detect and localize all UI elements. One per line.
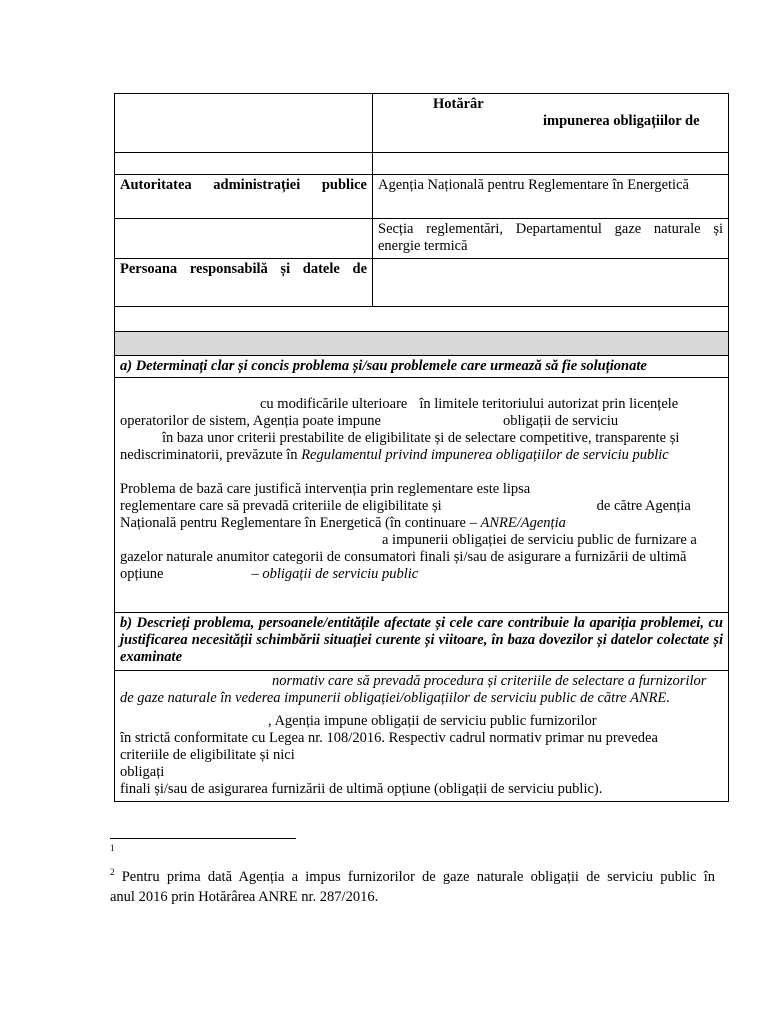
a-p1-line-3: în baza unor criterii prestabilite de eligibilitate și de selectare competitive, transparente și [162, 430, 680, 446]
b-p2-line-1: , Agenția impune obligații de serviciu public furnizorilor [268, 713, 597, 729]
responsible-label: Persoana responsabilă și datele de [120, 261, 367, 277]
authority-label: Autoritatea administrației publice [120, 177, 367, 193]
gray-row [115, 332, 729, 356]
authority-value: Agenția Națională pentru Reglementare în Energetică [378, 177, 689, 193]
section-a-heading: a) Determinați clar și concis problema și/sau problemele care urmează să fie soluționate [120, 358, 647, 374]
section-b-body [115, 671, 729, 802]
title-line-1: Hotărâr [433, 96, 484, 112]
empty-row-1 [115, 153, 729, 175]
section-value-cell [373, 219, 729, 259]
footnote-2-line-2: anul 2016 prin Hotărârea ANRE nr. 287/2016. [110, 888, 379, 905]
b-p2-line-5: finali și/sau de asigurarea furnizării de ultimă opțiune (obligații de serviciu public). [120, 781, 603, 797]
empty-row-2 [115, 307, 729, 332]
title-row [115, 94, 729, 153]
b-p2-line-4: obligați [120, 764, 165, 780]
a-p2-line-2: reglementare care să prevadă criteriile de eligibilitate și de către Agenția [120, 498, 691, 514]
authority-row [115, 175, 729, 219]
title-left-cell [115, 94, 373, 153]
a-p2-line-5: gazelor naturale anumitor categorii de consumatori finali și/sau de asigurare a furnizării de ultimă [120, 549, 687, 565]
a-p2-line-3: Națională pentru Reglementare în Energetică (în continuare – ANRE/Agenția [120, 515, 566, 531]
authority-label-cell [115, 175, 373, 219]
title-line-2: impunerea obligațiilor de [543, 113, 700, 129]
section-a-body-row [115, 378, 729, 613]
responsible-label-cell [115, 259, 373, 307]
a-p1-line-1: cu modificările ulterioare în limitele teritoriului autorizat prin licențele [260, 396, 679, 412]
a-p2-line-1: Problema de bază care justifică intervenția prin reglementare este lipsa [120, 481, 531, 497]
section-value-line-1: Secția reglementări, Departamentul gaze naturale și [378, 221, 723, 237]
footnote-separator [110, 838, 296, 839]
gray-section-header [115, 332, 729, 356]
a-p1-line-4: nediscriminatorii, prevăzute în Regulamentul privind impunerea obligațiilor de serviciu public [120, 447, 669, 463]
b-p2-line-2: în strictă conformitate cu Legea nr. 108/2016. Respectiv cadrul normativ primar nu prevedea [120, 730, 658, 746]
footnote-2 [110, 862, 715, 907]
a-p2-line-6: opțiune – obligații de serviciu public [120, 566, 419, 582]
b-p2-line-3: criteriile de eligibilitate și nici [120, 747, 295, 763]
document-table [114, 93, 729, 802]
authority-value-cell [373, 175, 729, 219]
section-row [115, 219, 729, 259]
a-p2-line-4: a impunerii obligației de serviciu public de furnizare a [382, 532, 697, 548]
section-b-body-row [115, 671, 729, 802]
section-b-heading-cell [115, 613, 729, 671]
section-a-body [115, 378, 729, 613]
section-value-line-2: energie termică [378, 238, 468, 254]
section-a-heading-cell [115, 356, 729, 378]
title-cell [373, 94, 729, 153]
footnote-2-line-1: $^2$ Pentru prima dată Agenția a impus furnizorilor de gaze naturale obligații de serviciu public în [110, 867, 715, 885]
b-p1-line-1: normativ care să prevadă procedura și criteriile de selectare a furnizorilor [272, 673, 707, 689]
responsible-row [115, 259, 729, 307]
a-p1-line-2: operatorilor de sistem, Agenția poate impune obligații de serviciu [120, 413, 619, 429]
section-b-heading: b) Descrieți problema, persoanele/entitățile afectate și cele care contribuie la apariția problemei, cu justificarea necesității schimbării situației curente și viitoare, în baza dovezilor și datelor colectate și examinate [120, 615, 723, 665]
section-a-heading-row [115, 356, 729, 378]
b-p1-line-2: de gaze naturale în vederea impunerii obligației/obligațiilor de serviciu public de către ANRE. [120, 690, 670, 706]
section-b-heading-row [115, 613, 729, 671]
footnote-1-mark: 1 [110, 843, 115, 853]
